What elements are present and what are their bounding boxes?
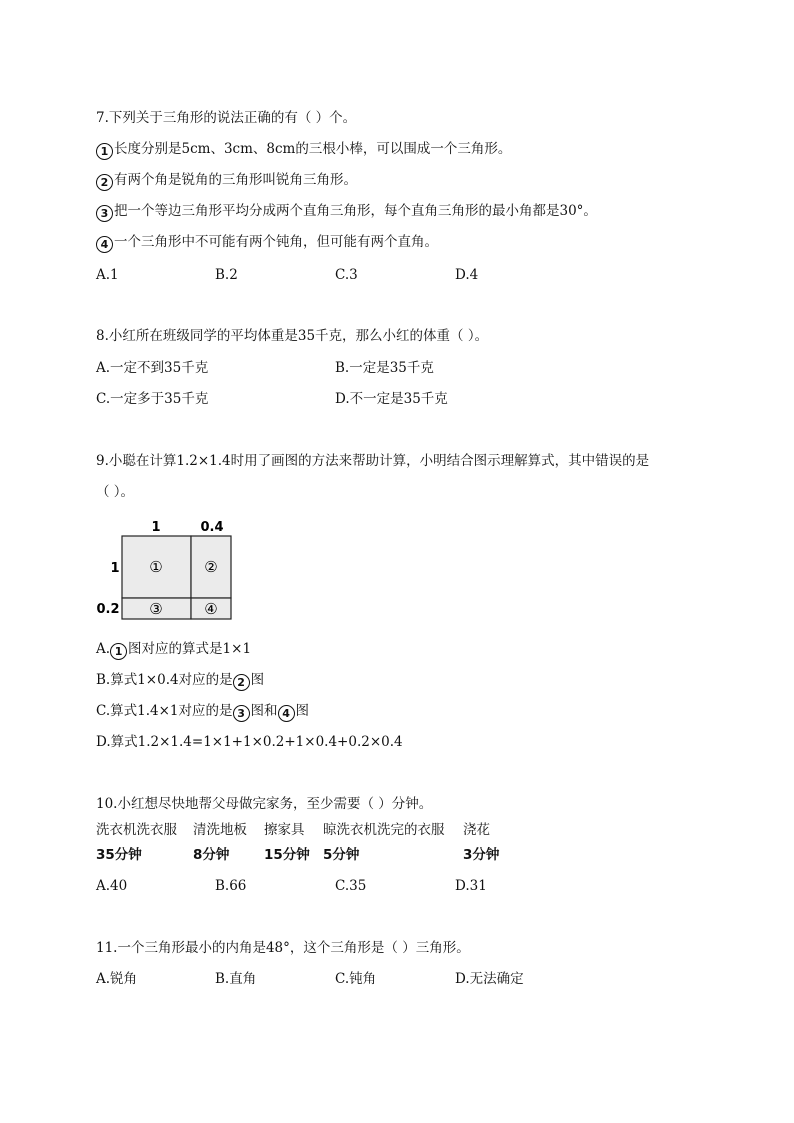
- circled-number: 1: [110, 643, 127, 660]
- q9-option-d[interactable]: D.算式1.2×1.4=1×1+1×0.2+1×0.4+0.2×0.4: [96, 734, 403, 750]
- q9-option-b[interactable]: B.算式1×0.4对应的是 2 图: [96, 672, 265, 689]
- q8-option-c[interactable]: C.一定多于35千克: [96, 391, 209, 407]
- q7-statement-1: 1 长度分别是5cm、3cm、8cm的三根小棒，可以围成一个三角形。: [96, 140, 511, 160]
- circled-number: 4: [278, 705, 295, 722]
- q10-time-2: 8分钟: [193, 847, 230, 863]
- q11-stem: 11.一个三角形最小的内角是48°，这个三角形是（ ）三角形。: [96, 940, 470, 956]
- q8-stem: 8.小红所在班级同学的平均体重是35千克，那么小红的体重（ ）。: [96, 328, 489, 344]
- q10-task-4: 晾洗衣机洗完的衣服: [323, 822, 445, 838]
- q10-task-1: 洗衣机洗衣服: [96, 822, 177, 838]
- q10-time-4: 5分钟: [323, 847, 360, 863]
- q8-option-b[interactable]: B.一定是35千克: [335, 360, 434, 376]
- cell-label-1: ①: [149, 558, 163, 576]
- area-model-svg: [96, 517, 246, 627]
- q7-statement-4: 4 一个三角形中不可能有两个钝角，但可能有两个直角。: [96, 233, 438, 253]
- left-label-1: 1: [110, 561, 120, 576]
- q8-option-a[interactable]: A.一定不到35千克: [96, 360, 209, 376]
- q9-stem-continued: （ ）。: [96, 484, 135, 500]
- q7-option-d[interactable]: D.4: [455, 267, 479, 283]
- q10-option-c[interactable]: C.35: [335, 878, 367, 894]
- q7-option-b[interactable]: B.2: [215, 267, 238, 283]
- q11-option-d[interactable]: D.无法确定: [455, 971, 524, 987]
- q7-statement-2: 2 有两个角是锐角的三角形叫锐角三角形。: [96, 171, 357, 191]
- q11-option-c[interactable]: C.钝角: [335, 971, 377, 987]
- left-label-2: 0.2: [96, 602, 120, 617]
- q10-time-5: 3分钟: [463, 847, 500, 863]
- top-label-1: 1: [151, 520, 161, 535]
- q10-option-a[interactable]: A.40: [96, 878, 128, 894]
- q7-option-c[interactable]: C.3: [335, 267, 358, 283]
- q8-option-d[interactable]: D.不一定是35千克: [335, 391, 448, 407]
- circled-number: 3: [233, 705, 250, 722]
- top-label-2: 0.4: [200, 520, 224, 535]
- cell-label-3: ③: [149, 600, 163, 618]
- q10-option-d[interactable]: D.31: [455, 878, 487, 894]
- q10-option-b[interactable]: B.66: [215, 878, 247, 894]
- circled-number: 2: [233, 674, 250, 691]
- q9-stem: 9.小聪在计算1.2×1.4时用了画图的方法来帮助计算，小明结合图示理解算式，其中错误的是: [96, 453, 650, 469]
- q10-task-5: 浇花: [463, 822, 490, 838]
- q7-option-a[interactable]: A.1: [96, 267, 119, 283]
- q10-time-3: 15分钟: [264, 847, 310, 863]
- circled-number: 2: [96, 174, 113, 191]
- q7-statement-3: 3 把一个等边三角形平均分成两个直角三角形，每个直角三角形的最小角都是30°。: [96, 202, 597, 222]
- circled-number: 4: [96, 236, 113, 253]
- q10-task-2: 清洗地板: [193, 822, 247, 838]
- q11-option-a[interactable]: A.锐角: [96, 971, 138, 987]
- cell-label-4: ④: [204, 600, 218, 618]
- area-model-diagram: [96, 517, 246, 627]
- q9-option-c[interactable]: C.算式1.4×1对应的是 3 图和 4 图: [96, 703, 310, 720]
- cell-label-2: ②: [204, 558, 218, 576]
- q10-time-1: 35分钟: [96, 847, 142, 863]
- circled-number: 3: [96, 205, 113, 222]
- q10-task-3: 擦家具: [264, 822, 305, 838]
- q10-stem: 10.小红想尽快地帮父母做完家务，至少需要（ ）分钟。: [96, 796, 433, 812]
- q11-option-b[interactable]: B.直角: [215, 971, 257, 987]
- circled-number: 1: [96, 143, 113, 160]
- q9-option-a[interactable]: A. 1 图对应的算式是1×1: [96, 641, 252, 658]
- q7-stem: 7.下列关于三角形的说法正确的有（ ）个。: [96, 110, 357, 126]
